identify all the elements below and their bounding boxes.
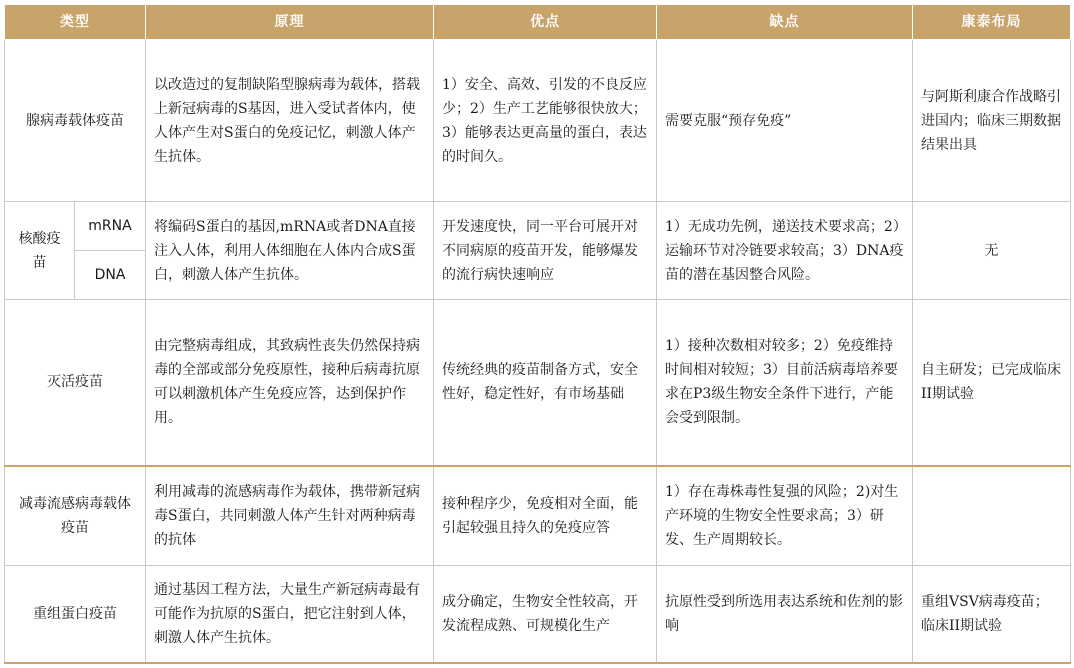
row-type: 灭活疫苗 bbox=[5, 299, 146, 466]
row-subtype-dna: DNA bbox=[75, 251, 146, 300]
row-pros: 开发速度快，同一平台可展开对不同病原的疫苗开发，能够爆发的流行病快速响应 bbox=[434, 202, 657, 299]
row-cons: 1）接种次数相对较多；2）免疫维持时间相对较短；3）目前活病毒培养要求在P3级生物安全条件下进行，产能会受到限制。 bbox=[657, 299, 913, 466]
row-cansino: 自主研发；已完成临床II期试验 bbox=[913, 299, 1071, 466]
row-cons: 1）存在毒株毒性复强的风险；2)对生产环境的生物安全性要求高；3）研发、生产周期较长。 bbox=[657, 466, 913, 566]
row-type: 核酸疫苗 bbox=[5, 202, 75, 299]
row-subtype-mrna: mRNA bbox=[75, 202, 146, 251]
row-type: 减毒流感病毒载体疫苗 bbox=[5, 466, 146, 566]
table-row bbox=[5, 299, 1071, 466]
header-pros: 优点 bbox=[434, 5, 657, 40]
row-principle: 由完整病毒组成，其致病性丧失仍然保持病毒的全部或部分免疫原性，接种后病毒抗原可以刺激机体产生免疫应答，达到保护作用。 bbox=[146, 299, 434, 466]
row-principle: 通过基因工程方法，大量生产新冠病毒最有可能作为抗原的S蛋白，把它注射到人体，刺激人体产生抗体。 bbox=[146, 565, 434, 663]
header-type: 类型 bbox=[5, 5, 146, 40]
row-cansino: 与阿斯利康合作战略引进国内；临床三期数据结果出具 bbox=[913, 40, 1071, 202]
header-row bbox=[5, 5, 1071, 40]
table-row bbox=[5, 565, 1071, 663]
table-row bbox=[5, 202, 1071, 251]
row-cons: 1）无成功先例，递送技术要求高；2）运输环节对冷链要求较高；3）DNA疫苗的潜在基因整合风险。 bbox=[657, 202, 913, 299]
table-row bbox=[5, 40, 1071, 202]
row-pros: 传统经典的疫苗制备方式，安全性好，稳定性好，有市场基础 bbox=[434, 299, 657, 466]
row-cansino bbox=[913, 466, 1071, 566]
row-pros: 接种程序少，免疫相对全面，能引起较强且持久的免疫应答 bbox=[434, 466, 657, 566]
row-cons: 抗原性受到所选用表达系统和佐剂的影响 bbox=[657, 565, 913, 663]
header-cons: 缺点 bbox=[657, 5, 913, 40]
row-pros: 成分确定，生物安全性较高，开发流程成熟、可规模化生产 bbox=[434, 565, 657, 663]
row-cansino: 重组VSV病毒疫苗；临床II期试验 bbox=[913, 565, 1071, 663]
row-cansino: 无 bbox=[913, 202, 1071, 299]
vaccine-comparison-table bbox=[4, 4, 1071, 664]
row-principle: 以改造过的复制缺陷型腺病毒为载体，搭载上新冠病毒的S基因，进入受试者体内，使人体产生对S蛋白的免疫记忆，刺激人体产生抗体。 bbox=[146, 40, 434, 202]
row-cons: 需要克服“预存免疫” bbox=[657, 40, 913, 202]
table-row bbox=[5, 466, 1071, 566]
row-type: 腺病毒载体疫苗 bbox=[5, 40, 146, 202]
row-principle: 利用减毒的流感病毒作为载体，携带新冠病毒S蛋白，共同刺激人体产生针对两种病毒的抗体 bbox=[146, 466, 434, 566]
row-type: 重组蛋白疫苗 bbox=[5, 565, 146, 663]
row-pros: 1）安全、高效、引发的不良反应少；2）生产工艺能够很快放大；3）能够表达更高量的蛋白，表达的时间久。 bbox=[434, 40, 657, 202]
header-principle: 原理 bbox=[146, 5, 434, 40]
header-cansino: 康泰布局 bbox=[913, 5, 1071, 40]
row-principle: 将编码S蛋白的基因,mRNA或者DNA直接注入人体，利用人体细胞在人体内合成S蛋白，刺激人体产生抗体。 bbox=[146, 202, 434, 299]
